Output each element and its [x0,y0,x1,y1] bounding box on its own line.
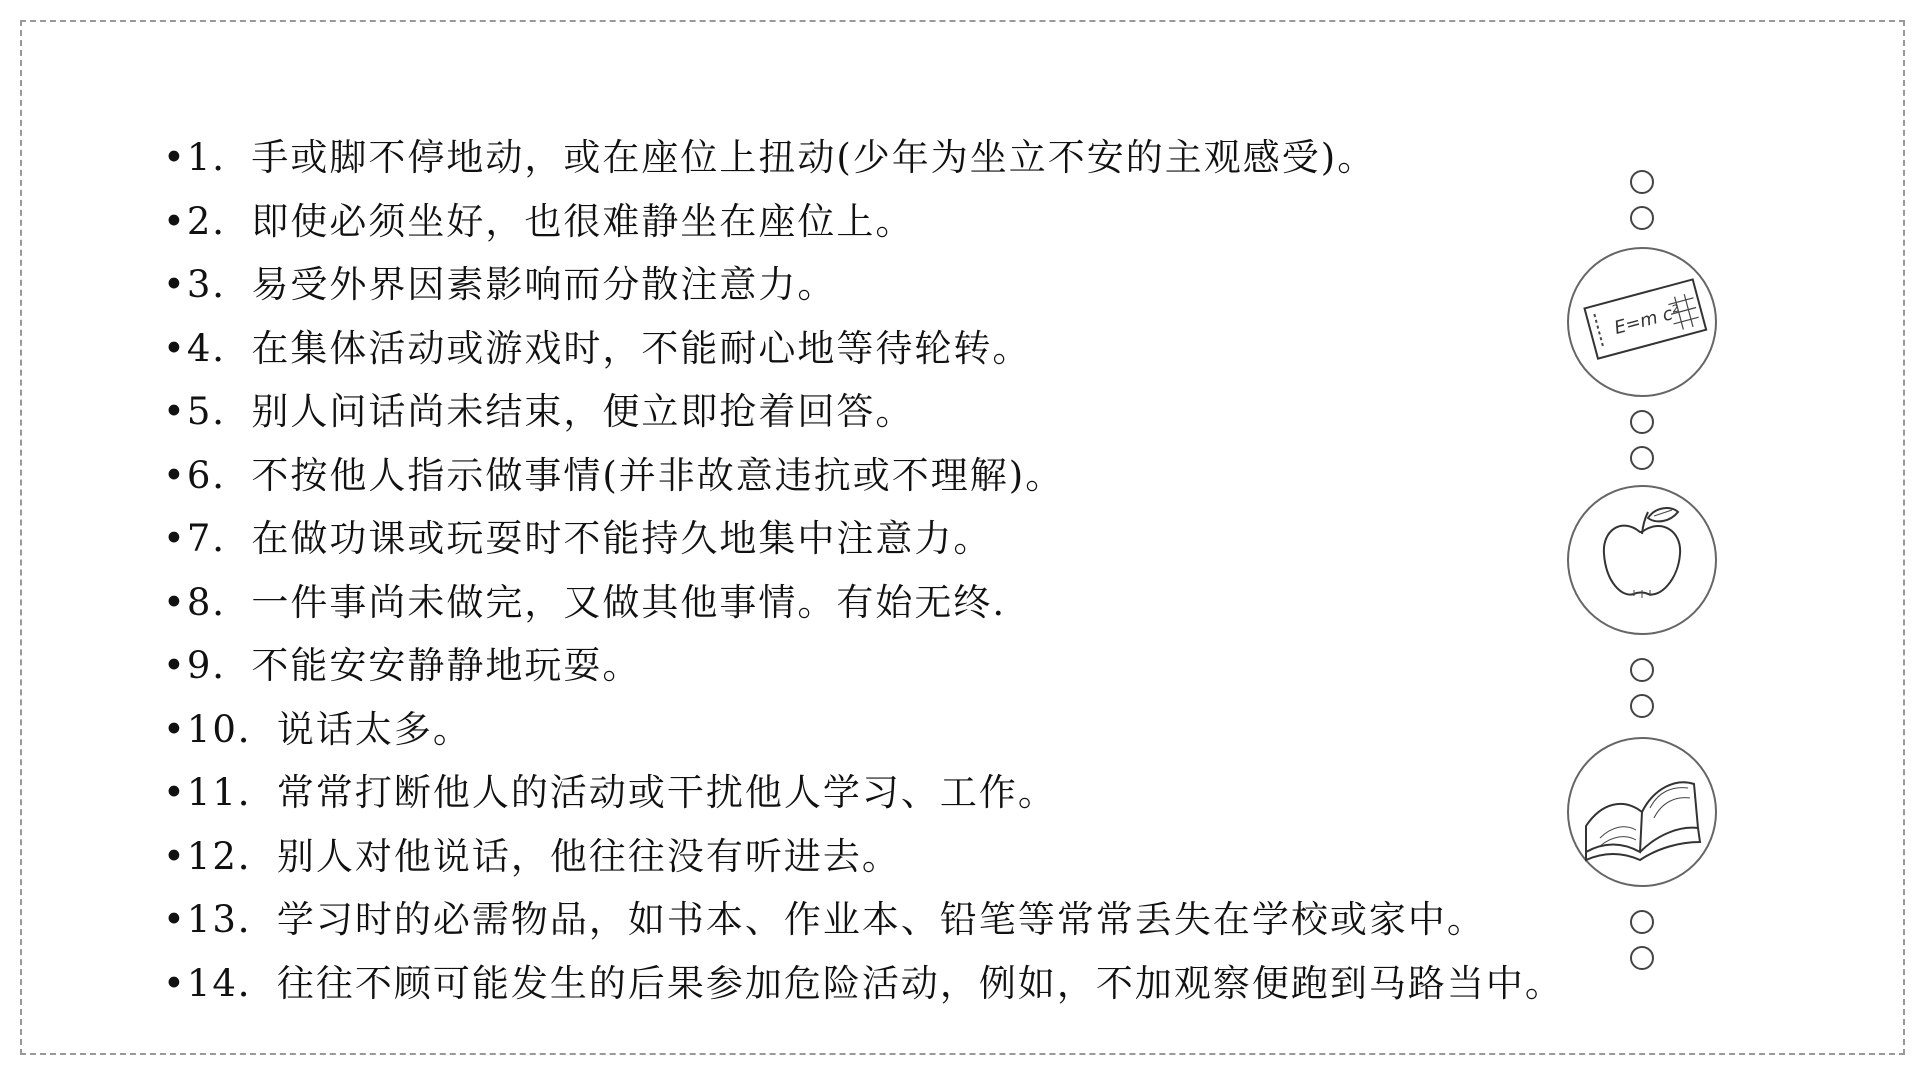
formula-text: E=m c² [1612,301,1683,339]
list-item: •11．常常打断他人的活动或干扰他人学习、工作。 [163,771,1057,814]
list-item: •10．说话太多。 [163,707,472,751]
list-item: •2．即使必须坐好，也很难静坐在座位上。 [163,199,915,243]
connector-dot [1631,207,1653,229]
connector-dot [1631,447,1653,469]
list-item: •4．在集体活动或游戏时，不能耐心地等待轮转。 [163,326,1032,370]
list-item: •14．往往不顾可能发生的后果参加危险活动，例如，不加观察便跑到马路当中。 [163,961,1564,1005]
list-item: •6．不按他人指示做事情(并非故意违抗或不理解)。 [163,453,1065,497]
connector-dot [1631,695,1653,717]
connector-dot [1631,659,1653,681]
list-item: •13．学习时的必需物品，如书本、作业本、铅笔等常常丢失在学校或家中。 [163,898,1486,941]
list-item: •1．手或脚不停地动，或在座位上扭动(少年为坐立不安的主观感受)。 [163,136,1377,179]
connector-dot [1631,911,1653,933]
open-book-icon [1568,738,1716,886]
list-item: •7．在做功课或玩耍时不能持久地集中注意力。 [163,517,993,560]
formula-card-icon [1568,248,1716,396]
connector-dot [1631,171,1653,193]
list-item: •5．别人问话尚未结束，便立即抢着回答。 [163,390,915,433]
slide-frame [20,20,1905,1055]
symptom-list [163,126,1564,1015]
apple-icon [1568,486,1716,634]
list-item: •8．一件事尚未做完，又做其他事情。有始无终. [163,580,1007,624]
decorative-column [1542,162,1742,982]
list-item: •3．易受外界因素影响而分散注意力。 [163,263,837,306]
connector-dot [1631,411,1653,433]
list-item: •12．别人对他说话，他往往没有听进去。 [163,834,901,878]
connector-dot [1631,947,1653,969]
list-item: •9．不能安安静静地玩耍。 [163,644,642,687]
